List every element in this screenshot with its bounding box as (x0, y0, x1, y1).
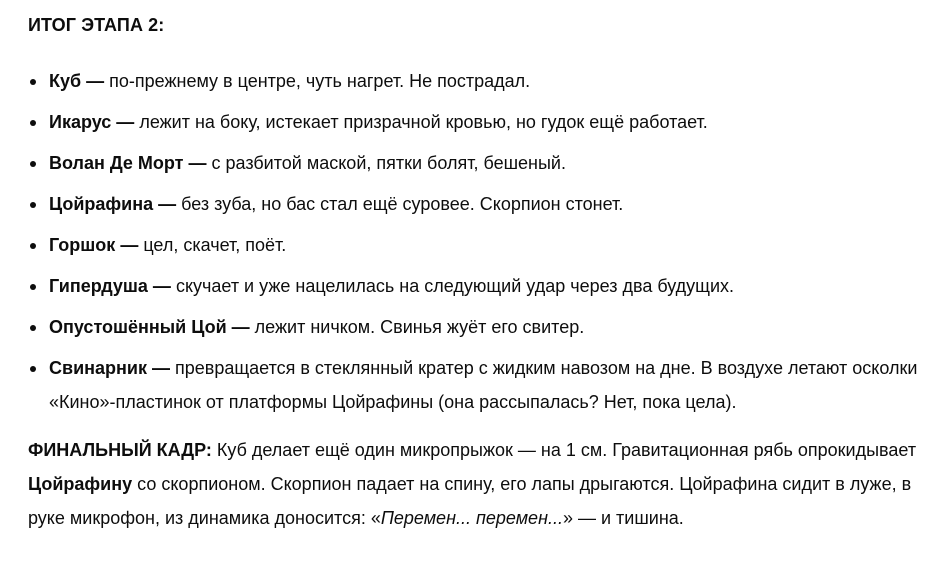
stage-summary-heading: ИТОГ ЭТАПА 2: (28, 15, 165, 35)
final-frame-text-1: Куб делает ещё один микропрыжок — на 1 см. Гравитационная рябь опрокидывает (211, 440, 917, 460)
item-name: Горшок (49, 235, 116, 255)
item-dash: — (147, 276, 176, 296)
bullet-icon (30, 284, 36, 290)
bullet-icon (30, 243, 36, 249)
final-frame-quote: Перемен... перемен... (380, 508, 563, 528)
item-dash: — (153, 194, 182, 214)
list-item (28, 146, 929, 180)
item-name: Куб (49, 71, 82, 91)
list-item (28, 269, 929, 303)
item-dash: — (111, 112, 140, 132)
character-status-list (28, 64, 929, 426)
bullet-icon (30, 202, 36, 208)
item-name: Цойрафина (49, 194, 154, 214)
item-text: превращается в стеклянный кратер с жидким навозом на дне. В воздухе летают осколки «Кино»-пластинок от платформы Цойрафины (она рассыпалась? Нет, пока цела). (49, 358, 918, 412)
final-frame-text-2: со скорпионом. Скорпион падает на спину, его лапы дрыгаются. Цойрафина сидит в луже, в руке микрофон, из динамика доносится: « (28, 474, 912, 528)
final-frame-label: ФИНАЛЬНЫЙ КАДР: (28, 440, 212, 460)
bullet-icon (30, 161, 36, 167)
list-item (28, 351, 929, 419)
bullet-icon (30, 366, 36, 372)
item-dash: — (115, 235, 144, 255)
item-text: цел, скачет, поёт. (143, 235, 287, 255)
item-text: без зуба, но бас стал ещё суровее. Скорпион стонет. (181, 194, 624, 214)
list-item (28, 105, 929, 139)
final-frame-text-3: » — и тишина. (562, 508, 684, 528)
list-item (28, 64, 929, 98)
item-dash: — (226, 317, 255, 337)
bullet-icon (30, 79, 36, 85)
item-dash: — (146, 358, 175, 378)
item-name: Икарус (49, 112, 112, 132)
bullet-icon (30, 325, 36, 331)
item-text: скучает и уже нацелилась на следующий удар через два будущих. (175, 276, 735, 296)
item-name: Гипердуша (49, 276, 148, 296)
list-item (28, 228, 929, 262)
list-item (28, 310, 929, 344)
item-name: Свинарник (49, 358, 147, 378)
final-frame-bold-name: Цойрафину (28, 474, 133, 494)
item-name: Волан Де Морт (49, 153, 184, 173)
item-name: Опустошённый Цой (49, 317, 227, 337)
list-item (28, 187, 929, 221)
item-text: по-прежнему в центре, чуть нагрет. Не пострадал. (109, 71, 531, 91)
item-dash: — (81, 71, 110, 91)
item-text: с разбитой маской, пятки болят, бешеный. (211, 153, 566, 173)
bullet-icon (30, 120, 36, 126)
item-text: лежит ничком. Свинья жуёт его свитер. (254, 317, 585, 337)
item-dash: — (183, 153, 212, 173)
final-frame-paragraph (28, 433, 929, 535)
item-text: лежит на боку, истекает призрачной кровью, но гудок ещё работает. (139, 112, 708, 132)
